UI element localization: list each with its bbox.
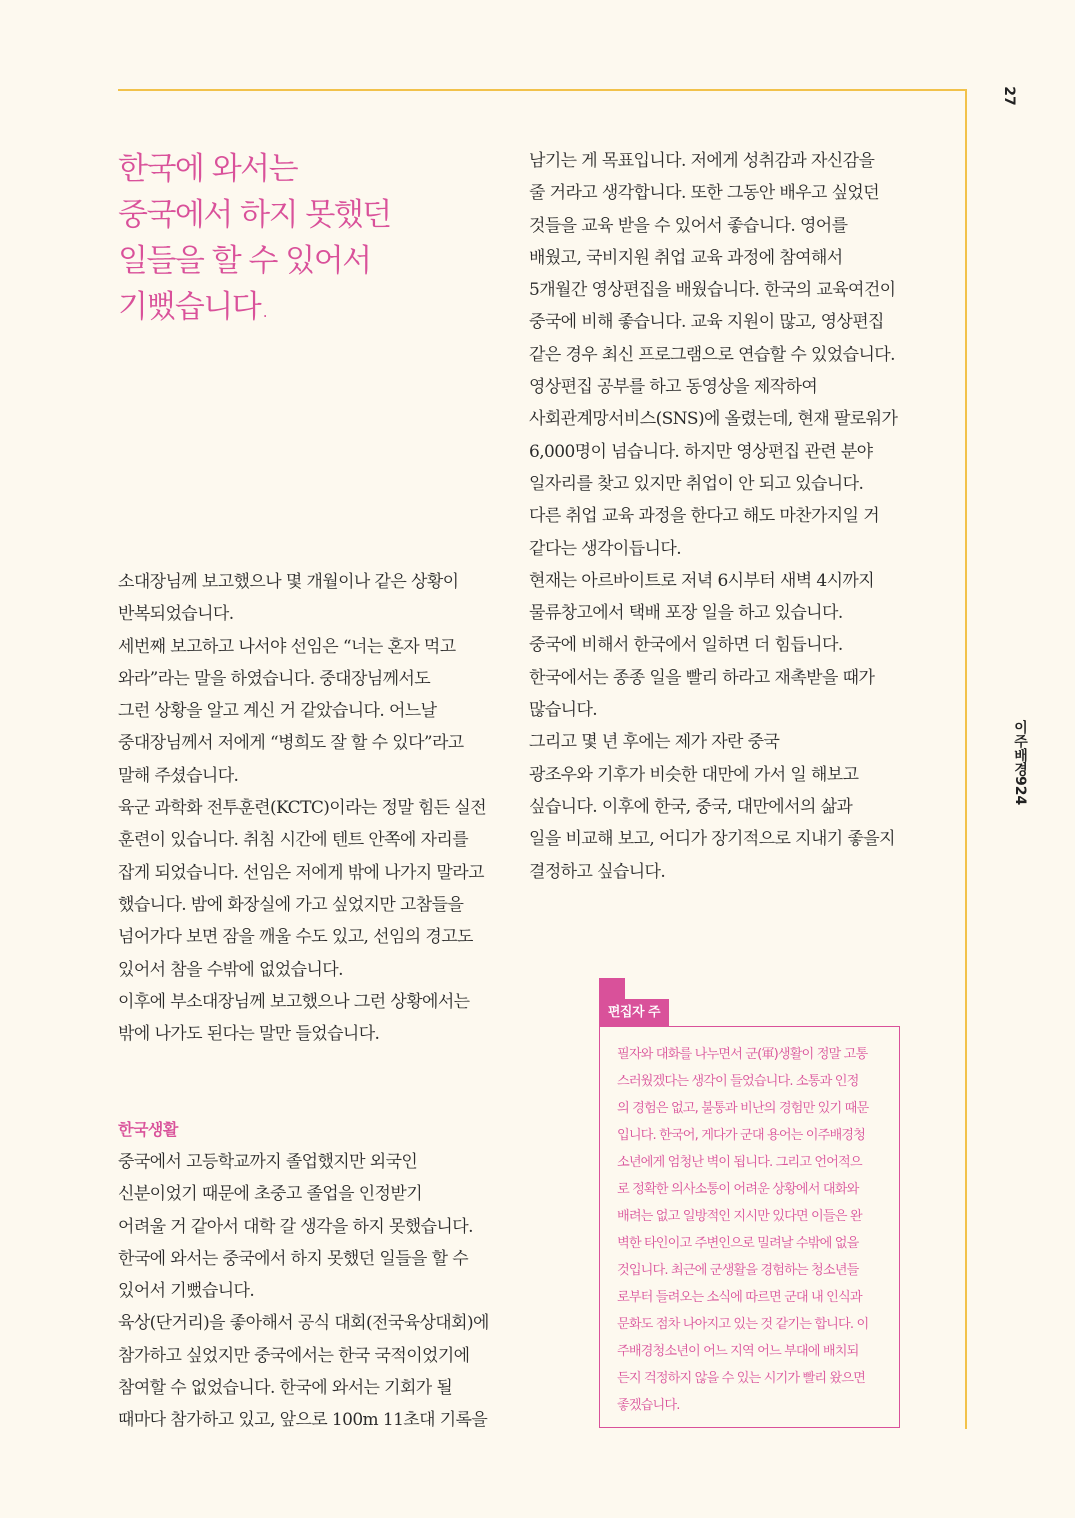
editor-note-line: 로부터 들려오는 소식에 따르면 군대 내 인식과 — [617, 1290, 862, 1305]
text-line: 있어서 참을 수밖에 없었습니다. — [118, 959, 343, 980]
editor-note-text — [617, 1041, 885, 1419]
right-rule — [965, 89, 967, 1429]
text-line: 영상편집 공부를 하고 동영상을 제작하여 — [529, 377, 818, 398]
text-line: 다른 취업 교육 과정을 한다고 해도 마찬가지일 거 — [529, 506, 880, 527]
text-line: 참여할 수 없었습니다. 한국에 와서는 기회가 될 — [118, 1378, 453, 1399]
text-line: 어려울 거 같아서 대학 갈 생각을 하지 못했습니다. — [118, 1216, 473, 1237]
text-line: 같은 경우 최신 프로그램으로 연습할 수 있었습니다. — [529, 344, 895, 365]
text-line: 중국에 비해서 한국에서 일하면 더 힘듭니다. — [529, 635, 843, 656]
text-line: 같다는 생각이듭니다. — [529, 538, 682, 559]
text-line: 일자리를 찾고 있지만 취업이 안 되고 있습니다. — [529, 473, 864, 494]
text-line: 중대장님께서 저에게 “병희도 잘 할 수 있다”라고 — [118, 733, 464, 754]
text-line: 육상(단거리)을 좋아해서 공식 대회(전국육상대회)에 — [118, 1313, 489, 1334]
right-column-text — [529, 145, 909, 888]
editor-note-line: 입니다. 한국어, 게다가 군대 용어는 이주배경청 — [617, 1128, 865, 1143]
top-rule — [118, 89, 966, 91]
editor-note-line: 것입니다. 최근에 군생활을 경험하는 청소년들 — [617, 1263, 859, 1278]
editor-note-line: 벽한 타인이고 주변인으로 밀려날 수밖에 없을 — [617, 1236, 859, 1251]
text-line: 있어서 기뻤습니다. — [118, 1281, 255, 1302]
text-line: 그리고 몇 년 후에는 제가 자란 중국 — [529, 732, 780, 753]
text-line: 줄 거라고 생각합니다. 또한 그동안 배우고 싶었던 — [529, 183, 880, 204]
text-line: 현재는 아르바이트로 저녁 6시부터 새벽 4시까지 — [529, 570, 875, 591]
editor-note-line: 의 경험은 없고, 불통과 비난의 경험만 있기 때문 — [617, 1101, 869, 1116]
text-line: 세번째 보고하고 나서야 선임은 “너는 혼자 먹고 — [118, 636, 456, 657]
text-line: 이후에 부소대장님께 보고했으나 그런 상황에서는 — [118, 991, 470, 1012]
text-line: 소대장님께 보고했으나 몇 개월이나 같은 상황이 — [118, 572, 459, 592]
text-line: 광조우와 기후가 비슷한 대만에 가서 일 해보고 — [529, 764, 859, 785]
editor-note-line: 배려는 없고 일방적인 지시만 있다면 이들은 완 — [617, 1209, 862, 1224]
text-line: 5개월간 영상편집을 배웠습니다. 한국의 교육여건이 — [529, 280, 896, 301]
text-line: 넘어가다 보면 잠을 깨울 수도 있고, 선임의 경고도 — [118, 927, 473, 948]
editor-note-line: 스러웠겠다는 생각이 들었습니다. 소통과 인정 — [617, 1074, 859, 1089]
editor-note-label: 편집자 주 — [599, 999, 669, 1027]
text-line: 6,000명이 넘습니다. 하지만 영상편집 관련 분야 — [529, 441, 873, 462]
text-line: 사회관계망서비스(SNS)에 올렸는데, 현재 팔로워가 — [529, 409, 898, 430]
text-line: 결정하고 싶습니다. — [529, 861, 666, 882]
pull-quote-line: 기뻤습니다. — [118, 289, 269, 325]
text-line: 한국에서는 종종 일을 빨리 하라고 재촉받을 때가 — [529, 667, 875, 688]
text-line: 때마다 참가하고 있고, 앞으로 100m 11초대 기록을 — [118, 1410, 488, 1431]
text-line: 육군 과학화 전투훈련(KCTC)이라는 정말 힘든 실전 — [118, 798, 487, 819]
editor-note-line: 로 정확한 의사소통이 어려운 상황에서 대화와 — [617, 1182, 859, 1197]
pull-quote-line: 일들을 할 수 있어서 — [118, 243, 371, 279]
editor-note-line: 주배경청소년이 어느 지역 어느 부대에 배치되 — [617, 1344, 859, 1359]
page-number: 27 — [1001, 86, 1017, 106]
editor-note-line: 좋겠습니다. — [617, 1398, 680, 1413]
text-line: 그런 상황을 알고 계신 거 같았습니다. 어느날 — [118, 701, 437, 722]
text-line: 반복되었습니다. — [118, 604, 234, 625]
pull-quote-line: 한국에 와서는 — [118, 151, 298, 187]
editor-note-line: 문화도 점차 나아지고 있는 것 같기는 합니다. 이 — [617, 1317, 869, 1332]
pull-quote-line: 중국에서 하지 못했던 — [118, 197, 391, 233]
text-line: 일을 비교해 보고, 어디가 장기적으로 지내기 좋을지 — [529, 829, 895, 850]
text-line: 말해 주셨습니다. — [118, 765, 239, 786]
text-line: 신분이었기 때문에 초중고 졸업을 인정받기 — [118, 1184, 423, 1205]
text-line: 물류창고에서 택배 포장 일을 하고 있습니다. — [529, 603, 843, 624]
text-line: 했습니다. 밤에 화장실에 가고 싶었지만 고참들을 — [118, 894, 464, 915]
text-line: 와라”라는 말을 하였습니다. 중대장님께서도 — [118, 668, 431, 689]
text-line: 중국에서 고등학교까지 졸업했지만 외국인 — [118, 1152, 418, 1172]
editor-note-box — [599, 1026, 900, 1428]
magazine-side-label: 이주배경924 — [1012, 720, 1028, 806]
text-line: 한국에 와서는 중국에서 하지 못했던 일들을 할 수 — [118, 1248, 469, 1269]
text-line: 밖에 나가도 된다는 말만 들었습니다. — [118, 1024, 380, 1045]
editor-note-line: 필자와 대화를 나누면서 군(軍)생활이 정말 고통 — [617, 1047, 868, 1062]
section-heading: 한국생활 — [118, 1120, 178, 1139]
text-line: 잡게 되었습니다. 선임은 저에게 밖에 나가지 말라고 — [118, 862, 484, 883]
text-line: 싶습니다. 이후에 한국, 중국, 대만에서의 삶과 — [529, 796, 853, 817]
pull-quote — [118, 146, 448, 330]
text-line: 훈련이 있습니다. 취침 시간에 텐트 안쪽에 자리를 — [118, 830, 469, 851]
text-line: 것들을 교육 받을 수 있어서 좋습니다. 영어를 — [529, 215, 848, 236]
text-line: 중국에 비해 좋습니다. 교육 지원이 많고, 영상편집 — [529, 312, 884, 333]
text-line: 많습니다. — [529, 700, 598, 721]
text-line: 배웠고, 국비지원 취업 교육 과정에 참여해서 — [529, 247, 843, 268]
editor-note-line: 소년에게 엄청난 벽이 됩니다. 그리고 언어적으 — [617, 1155, 862, 1170]
text-line: 남기는 게 목표입니다. 저에게 성취감과 자신감을 — [529, 151, 875, 171]
left-column-text-b — [118, 1146, 498, 1437]
editor-note-line: 든지 걱정하지 않을 수 있는 시기가 빨리 왔으면 — [617, 1371, 865, 1386]
left-column-text-a — [118, 566, 498, 1050]
text-line: 참가하고 싶었지만 중국에서는 한국 국적이었기에 — [118, 1345, 470, 1366]
